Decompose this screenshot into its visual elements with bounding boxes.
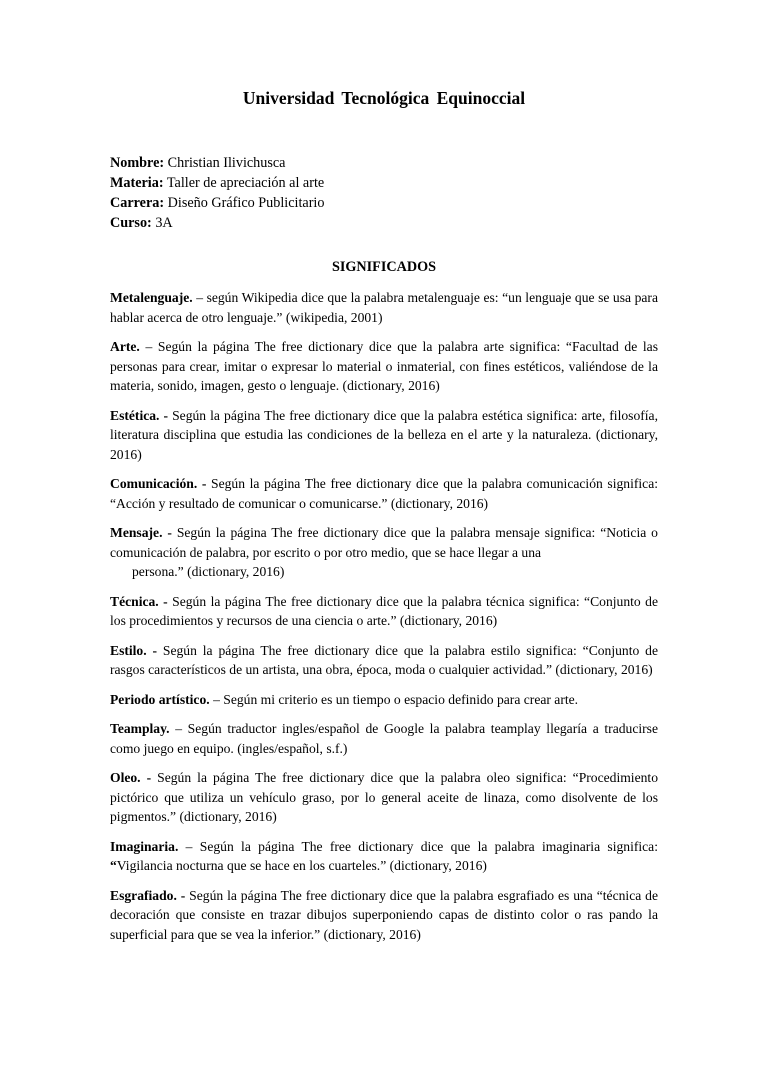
definition-term: Oleo. - [110, 770, 152, 785]
definition-quote-mark: “ [110, 858, 117, 873]
definition-estilo [110, 641, 658, 680]
info-label: Materia: [110, 175, 164, 191]
definition-term: Comunicación. - [110, 476, 207, 491]
section-heading: SIGNIFICADOS [331, 259, 437, 275]
definition-term: Estilo. - [110, 642, 158, 658]
definition-text: – Según traductor ingles/español de Google la palabra teamplay llegaría a traducirse como juego en equipo. (ingles/español, s.f.) [110, 721, 658, 756]
definition-esgrafiado [110, 886, 658, 945]
info-label: Curso: [110, 215, 152, 231]
definition-periodo-artistico [110, 690, 658, 710]
info-value: 3A [151, 215, 173, 231]
definition-arte [110, 337, 658, 396]
definition-term: Esgrafiado. - [110, 887, 186, 903]
definition-estetica [110, 406, 658, 465]
info-label: Carrera: [110, 195, 165, 211]
info-value: Christian Ilivichusca [164, 155, 286, 171]
definition-text: – Según mi criterio es un tiempo o espacio definido para crear arte. [209, 691, 579, 707]
definition-term: Metalenguaje. [110, 290, 193, 305]
definition-text: – Según la página The free dictionary dice que la palabra imaginaria significa: [178, 838, 658, 854]
document-title: Universidad Tecnológica Equinoccial [242, 88, 526, 108]
info-row-curso [110, 213, 324, 233]
definition-term: Arte. [110, 339, 140, 354]
definition-text: – según Wikipedia dice que la palabra metalenguaje es: “un lenguaje que se usa para hablar acerca de otro lenguaje.” (wikipedia, 2001) [110, 290, 658, 325]
info-row-nombre [110, 153, 324, 173]
definitions-list [110, 288, 658, 954]
definition-comunicacion [110, 474, 658, 513]
definition-text: Según la página The free dictionary dice que la palabra mensaje significa: “Noticia o comunicación de palabra, por escrito o por otro medio, que se hace llegar a una [110, 525, 658, 560]
info-row-materia [110, 173, 324, 193]
student-info [110, 153, 324, 233]
definition-imaginaria [110, 837, 658, 876]
definition-text: Según la página The free dictionary dice que la palabra estética significa: arte, filosofía, literatura disciplina que estudia las condiciones de la belleza en el arte y la naturaleza. (dictionary, 2016) [110, 407, 658, 462]
definition-text: – Según la página The free dictionary dice que la palabra arte significa: “Facultad de las personas para crear, imitar o expresar lo material o inmaterial, con fines estéticos, valiéndose de la materia, sonido, imagen, gesto o lenguaje. (dictionary, 2016) [110, 339, 658, 393]
definition-text: Según la página The free dictionary dice que la palabra oleo significa: “Procedimiento pictórico que utiliza un vehículo graso, por lo general aceite de linaza, como disolvente de los pigmentos.” (dictionary, 2016) [110, 770, 658, 824]
definition-term: Estética. - [110, 407, 169, 423]
definition-mensaje [110, 523, 658, 582]
definition-text: Según la página The free dictionary dice que la palabra esgrafiado es una “técnica de decoración que consiste en trazar dibujos superponiendo capas de distinto color o ras pando la superficial para que se vea la inferior.” (dictionary, 2016) [110, 887, 658, 942]
definition-text: Según la página The free dictionary dice que la palabra estilo significa: “Conjunto de rasgos característicos de un artista, una obra, época, moda o cualquier actividad.” (dictionary, 2016) [110, 642, 659, 677]
definition-text: Según la página The free dictionary dice que la palabra comunicación significa: “Acción y resultado de comunicar o comunicarse.” (dictionary, 2016) [110, 476, 658, 511]
definition-metalenguaje [110, 288, 658, 327]
info-row-carrera [110, 193, 324, 213]
definition-teamplay [110, 719, 658, 758]
definition-text-continued: persona.” (dictionary, 2016) [132, 564, 285, 579]
definition-tecnica [110, 592, 658, 631]
definition-term: Periodo artístico. [110, 691, 210, 707]
definition-term: Técnica. - [110, 593, 168, 609]
definition-term: Imaginaria. [110, 838, 179, 854]
definition-term: Teamplay. [110, 721, 170, 736]
definition-text-after: Vigilancia nocturna que se hace en los cuarteles.” (dictionary, 2016) [116, 858, 487, 873]
info-label: Nombre: [110, 155, 165, 171]
definition-oleo [110, 768, 658, 827]
definition-text: Según la página The free dictionary dice que la palabra técnica significa: “Conjunto de los procedimientos y recursos de una ciencia o arte.” (dictionary, 2016) [110, 593, 658, 628]
definition-term: Mensaje. - [110, 525, 172, 540]
info-value: Diseño Gráfico Publicitario [164, 195, 325, 211]
info-value: Taller de apreciación al arte [163, 175, 325, 191]
